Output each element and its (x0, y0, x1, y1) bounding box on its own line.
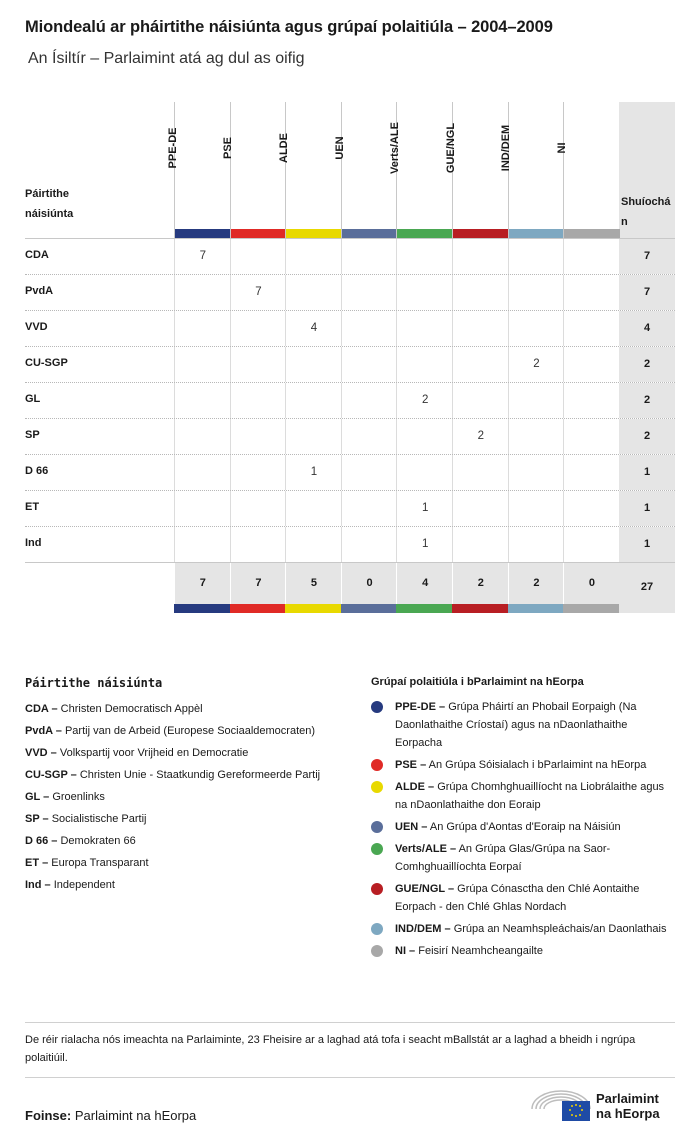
group-total-cell: 0 (341, 563, 398, 604)
seat-cell (563, 383, 620, 418)
seat-cell (508, 383, 565, 418)
seat-cell (508, 527, 565, 562)
group-total-color-bar (341, 604, 397, 613)
seats-column-header (619, 102, 675, 238)
table-row (25, 526, 675, 562)
group-color-dot-icon (371, 883, 383, 895)
seat-cell (396, 419, 453, 454)
group-color-bar (509, 229, 565, 238)
party-legend-name: Europa Transparant (51, 857, 149, 869)
party-name: CU-SGP (25, 357, 68, 369)
seat-cell (285, 491, 342, 526)
seat-cell: 2 (452, 419, 509, 454)
seat-cell (285, 275, 342, 310)
seat-cell (563, 455, 620, 490)
seat-cell (341, 275, 398, 310)
row-total: 4 (619, 311, 675, 346)
seat-cell (285, 239, 342, 274)
group-legend-item (371, 840, 671, 876)
group-legend-item (371, 778, 671, 814)
party-legend-item (25, 832, 355, 850)
party-legend-item (25, 700, 355, 718)
seat-cell (230, 527, 287, 562)
seat-cell (563, 275, 620, 310)
group-totals-row (25, 562, 675, 613)
party-legend-heading: Páirtithe náisiúnta (25, 676, 163, 690)
seat-cell (230, 311, 287, 346)
party-legend-code: VVD – (25, 747, 57, 759)
group-color-dot-icon (371, 821, 383, 833)
group-legend-code: IND/DEM – (395, 923, 451, 935)
group-total-cell: 7 (174, 563, 231, 604)
group-total-color-bar (174, 604, 230, 613)
seat-cell (508, 419, 565, 454)
seat-cell (174, 419, 231, 454)
table-header (25, 102, 675, 238)
table-row (25, 346, 675, 382)
table-row (25, 310, 675, 346)
party-legend-name: Christen Democratisch Appèl (60, 703, 203, 715)
group-legend-name: Grúpa Chomhghuaillíocht na Liobrálaithe agus na nDaonlathaithe don Eoraip (395, 781, 665, 811)
row-total: 2 (619, 383, 675, 418)
seat-cell (452, 275, 509, 310)
party-column-header: Páirtithe náisiúnta (25, 188, 74, 220)
party-legend-name: Independent (53, 879, 115, 891)
group-total-cell: 0 (563, 563, 620, 604)
seat-cell (508, 311, 565, 346)
group-legend-name: Feisirí Neamhcheangailte (418, 945, 543, 957)
seat-cell: 4 (285, 311, 342, 346)
group-color-dot-icon (371, 759, 383, 771)
seat-cell (563, 419, 620, 454)
seat-cell (563, 239, 620, 274)
logo-line-1: Parlaimint (596, 1091, 659, 1106)
grand-total: 27 (619, 563, 675, 613)
seat-cell (285, 383, 342, 418)
source-line (25, 1108, 196, 1123)
seat-cell (396, 347, 453, 382)
seat-cell (174, 527, 231, 562)
seat-cell: 7 (230, 275, 287, 310)
group-header-label: NI (555, 142, 568, 154)
party-legend-name: Partij van de Arbeid (Europese Sociaaldemocraten) (64, 725, 316, 737)
table-row (25, 274, 675, 310)
page-title: Miondealú ar pháirtithe náisiúnta agus grúpaí polaitiúla – 2004–2009 (25, 18, 553, 36)
group-color-bar (397, 229, 453, 238)
seat-cell (230, 383, 287, 418)
source-value: Parlaimint na hEorpa (74, 1108, 197, 1123)
seat-cell (341, 311, 398, 346)
party-legend-item (25, 810, 355, 828)
seat-cell (396, 455, 453, 490)
seat-table (25, 102, 675, 613)
party-name: GL (25, 393, 41, 405)
group-color-dot-icon (371, 945, 383, 957)
group-column-header (555, 102, 620, 238)
party-name: CDA (25, 249, 49, 261)
table-row (25, 382, 675, 418)
group-total-color-bar (396, 604, 452, 613)
group-total-cell: 5 (285, 563, 342, 604)
seat-cell (341, 239, 398, 274)
party-name: D 66 (25, 465, 49, 477)
group-header-label: Verts/ALE (389, 122, 402, 174)
table-row (25, 454, 675, 490)
group-header-label: PSE (222, 137, 235, 160)
party-legend-item (25, 854, 355, 872)
group-color-dot-icon (371, 923, 383, 935)
group-header-label: UEN (333, 136, 346, 160)
row-total: 2 (619, 347, 675, 382)
seat-cell (508, 239, 565, 274)
table-row (25, 418, 675, 454)
seat-cell (341, 455, 398, 490)
group-legend-name: An Grúpa Glas/Grúpa na Saor-Comhghuaillíochta Eorpaí (395, 843, 611, 873)
parliament-emblem-icon (530, 1087, 592, 1123)
row-total: 2 (619, 419, 675, 454)
group-color-dot-icon (371, 781, 383, 793)
group-legend-code: Verts/ALE – (395, 843, 457, 855)
seat-cell (341, 527, 398, 562)
group-legend (371, 676, 671, 964)
seat-cell (452, 491, 509, 526)
party-legend-item (25, 766, 355, 784)
seat-cell (341, 347, 398, 382)
row-total: 7 (619, 275, 675, 310)
seat-cell: 2 (508, 347, 565, 382)
group-legend-name: Grúpa Pháirtí an Phobail Eorpaigh (Na Daonlathaithe Críostaí) agus na nDaonlathaithe Eorpacha (395, 701, 637, 749)
group-legend-code: ALDE – (395, 781, 435, 793)
group-color-bar (564, 229, 620, 238)
seat-cell: 1 (396, 491, 453, 526)
seat-cell: 7 (174, 239, 231, 274)
party-legend-item (25, 722, 355, 740)
party-legend-code: D 66 – (25, 835, 58, 847)
group-header-label: PPE-DE (166, 127, 179, 169)
seat-cell (563, 491, 620, 526)
group-legend-name: An Grúpa d'Aontas d'Eoraip na Náisiún (429, 821, 621, 833)
party-legend-code: Ind – (25, 879, 51, 891)
seat-cell (396, 239, 453, 274)
european-parliament-logo (530, 1085, 680, 1125)
party-legend-code: ET – (25, 857, 49, 869)
seat-cell (285, 527, 342, 562)
group-total-color-bar (230, 604, 286, 613)
group-legend-item (371, 942, 671, 960)
party-legend-item (25, 876, 355, 894)
source-label: Foinse: (25, 1108, 72, 1123)
seat-cell (174, 311, 231, 346)
seat-cell (396, 311, 453, 346)
group-legend-name: An Grúpa Sóisialach i bParlaimint na hEorpa (428, 759, 647, 771)
seat-cell (341, 491, 398, 526)
group-color-bar (453, 229, 509, 238)
seat-cell (508, 491, 565, 526)
group-color-bar (175, 229, 231, 238)
seat-cell (174, 455, 231, 490)
group-total-color-bar (508, 604, 564, 613)
row-total: 1 (619, 491, 675, 526)
party-legend-item (25, 744, 355, 762)
group-header-label: IND/DEM (500, 124, 513, 172)
seat-cell (230, 347, 287, 382)
seat-cell: 1 (285, 455, 342, 490)
seat-cell (230, 419, 287, 454)
group-total-cell: 4 (396, 563, 453, 604)
party-legend-code: PvdA – (25, 725, 62, 737)
seat-cell (452, 347, 509, 382)
party-legend-name: Demokraten 66 (60, 835, 136, 847)
table-row (25, 238, 675, 274)
row-total: 1 (619, 527, 675, 562)
party-legend-name: Christen Unie - Staatkundig Gereformeerde Partij (79, 769, 321, 781)
seat-cell (452, 239, 509, 274)
seat-cell (174, 275, 231, 310)
seat-cell (174, 491, 231, 526)
party-legend (25, 676, 355, 898)
party-name: PvdA (25, 285, 54, 297)
party-legend-name: Groenlinks (52, 791, 105, 803)
group-legend-item (371, 920, 671, 938)
party-name: SP (25, 429, 40, 441)
group-total-color-bar (563, 604, 619, 613)
seats-header-label: Shuíochán (621, 196, 671, 228)
group-legend-code: NI – (395, 945, 416, 957)
seat-cell: 2 (396, 383, 453, 418)
group-total-color-bar (452, 604, 508, 613)
group-legend-heading: Grúpaí polaitiúla i bParlaimint na hEorpa (371, 676, 584, 688)
party-name: Ind (25, 537, 42, 549)
group-total-color-bar (285, 604, 341, 613)
seat-cell: 1 (396, 527, 453, 562)
seat-cell (452, 455, 509, 490)
row-total: 1 (619, 455, 675, 490)
seat-cell (174, 383, 231, 418)
seat-cell (452, 383, 509, 418)
seat-cell (230, 491, 287, 526)
seat-cell (563, 347, 620, 382)
group-header-label: ALDE (277, 133, 290, 163)
seat-cell (508, 455, 565, 490)
group-legend-name: Grúpa an Neamhspleáchais/an Daonlathais (453, 923, 667, 935)
group-legend-code: PPE-DE – (395, 701, 446, 713)
seat-cell (396, 275, 453, 310)
seat-cell (230, 239, 287, 274)
party-legend-code: SP – (25, 813, 49, 825)
seat-cell (508, 275, 565, 310)
group-color-bar (231, 229, 287, 238)
party-legend-code: CU-SGP – (25, 769, 77, 781)
group-color-dot-icon (371, 843, 383, 855)
group-color-dot-icon (371, 701, 383, 713)
seat-cell (563, 527, 620, 562)
group-total-cell: 7 (230, 563, 287, 604)
group-total-cell: 2 (508, 563, 565, 604)
seat-cell (285, 419, 342, 454)
seat-cell (341, 383, 398, 418)
group-header-label: GUE/NGL (444, 122, 457, 174)
party-name: VVD (25, 321, 48, 333)
footnote: De réir rialacha nós imeachta na Parlaiminte, 23 Fheisire ar a laghad atá tofa i seacht mBallstát ar a laghad a bheidh i ngrúpa polaitiúil. (25, 1022, 675, 1078)
party-legend-code: CDA – (25, 703, 58, 715)
party-legend-code: GL – (25, 791, 50, 803)
group-color-bar (286, 229, 342, 238)
seat-cell (452, 311, 509, 346)
seat-cell (230, 455, 287, 490)
group-color-bar (342, 229, 398, 238)
table-row (25, 490, 675, 526)
group-legend-item (371, 756, 671, 774)
group-legend-code: PSE – (395, 759, 427, 771)
group-total-cell: 2 (452, 563, 509, 604)
seat-cell (174, 347, 231, 382)
seat-cell (563, 311, 620, 346)
party-name: ET (25, 501, 40, 513)
logo-line-2: na hEorpa (596, 1106, 660, 1121)
group-legend-code: UEN – (395, 821, 428, 833)
party-legend-name: Volkspartij voor Vrijheid en Democratie (59, 747, 249, 759)
page-subtitle: An Ísiltír – Parlaimint atá ag dul as oifig (28, 50, 305, 67)
group-legend-code: GUE/NGL – (395, 883, 455, 895)
row-total: 7 (619, 239, 675, 274)
group-legend-item (371, 880, 671, 916)
party-legend-item (25, 788, 355, 806)
group-legend-name: Grúpa Cónasctha den Chlé Aontaithe Eorpach - den Chlé Ghlas Nordach (395, 883, 640, 913)
seat-cell (452, 527, 509, 562)
seat-cell (341, 419, 398, 454)
seat-cell (285, 347, 342, 382)
group-legend-item (371, 698, 671, 752)
group-legend-item (371, 818, 671, 836)
party-legend-name: Socialistische Partij (51, 813, 147, 825)
